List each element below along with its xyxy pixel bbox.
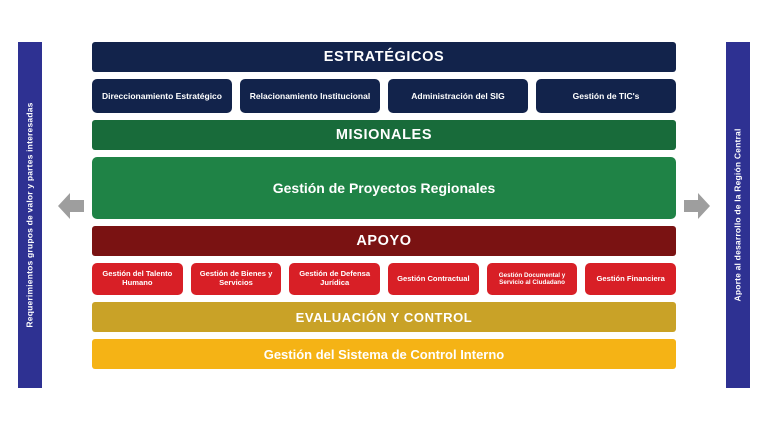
apoyo-row — [92, 263, 676, 295]
process-stack — [92, 42, 676, 369]
process-gestion-sistema-control-interno[interactable]: Gestión del Sistema de Control Interno — [92, 339, 676, 369]
estrategicos-row — [92, 79, 676, 113]
process-direccionamiento-estrategico[interactable]: Direccionamiento Estratégico — [92, 79, 232, 113]
process-gestion-contractual[interactable]: Gestión Contractual — [388, 263, 479, 295]
band-misionales: MISIONALES — [92, 120, 676, 150]
input-arrow-icon — [58, 190, 84, 222]
process-gestion-documental-servicio-ciudadano[interactable]: Gestión Documental y Servicio al Ciudadano — [487, 263, 578, 295]
left-input-label: Requerimientos grupos de valor y partes interesadas — [25, 102, 36, 328]
band-estrategicos: ESTRATÉGICOS — [92, 42, 676, 72]
band-apoyo: APOYO — [92, 226, 676, 256]
band-evaluacion-control: EVALUACIÓN Y CONTROL — [92, 302, 676, 332]
process-gestion-talento-humano[interactable]: Gestión del Talento Humano — [92, 263, 183, 295]
process-relacionamiento-institucional[interactable]: Relacionamiento Institucional — [240, 79, 380, 113]
process-gestion-tics[interactable]: Gestión de TIC's — [536, 79, 676, 113]
process-gestion-financiera[interactable]: Gestión Financiera — [585, 263, 676, 295]
left-input-bar — [18, 42, 42, 388]
output-arrow-icon — [684, 190, 710, 222]
right-output-label: Aporte al desarrollo de la Región Central — [733, 128, 744, 302]
process-gestion-defensa-juridica[interactable]: Gestión de Defensa Jurídica — [289, 263, 380, 295]
process-administracion-sig[interactable]: Administración del SIG — [388, 79, 528, 113]
process-gestion-bienes-servicios[interactable]: Gestión de Bienes y Servicios — [191, 263, 282, 295]
process-gestion-proyectos-regionales[interactable]: Gestión de Proyectos Regionales — [92, 157, 676, 219]
right-output-bar — [726, 42, 750, 388]
